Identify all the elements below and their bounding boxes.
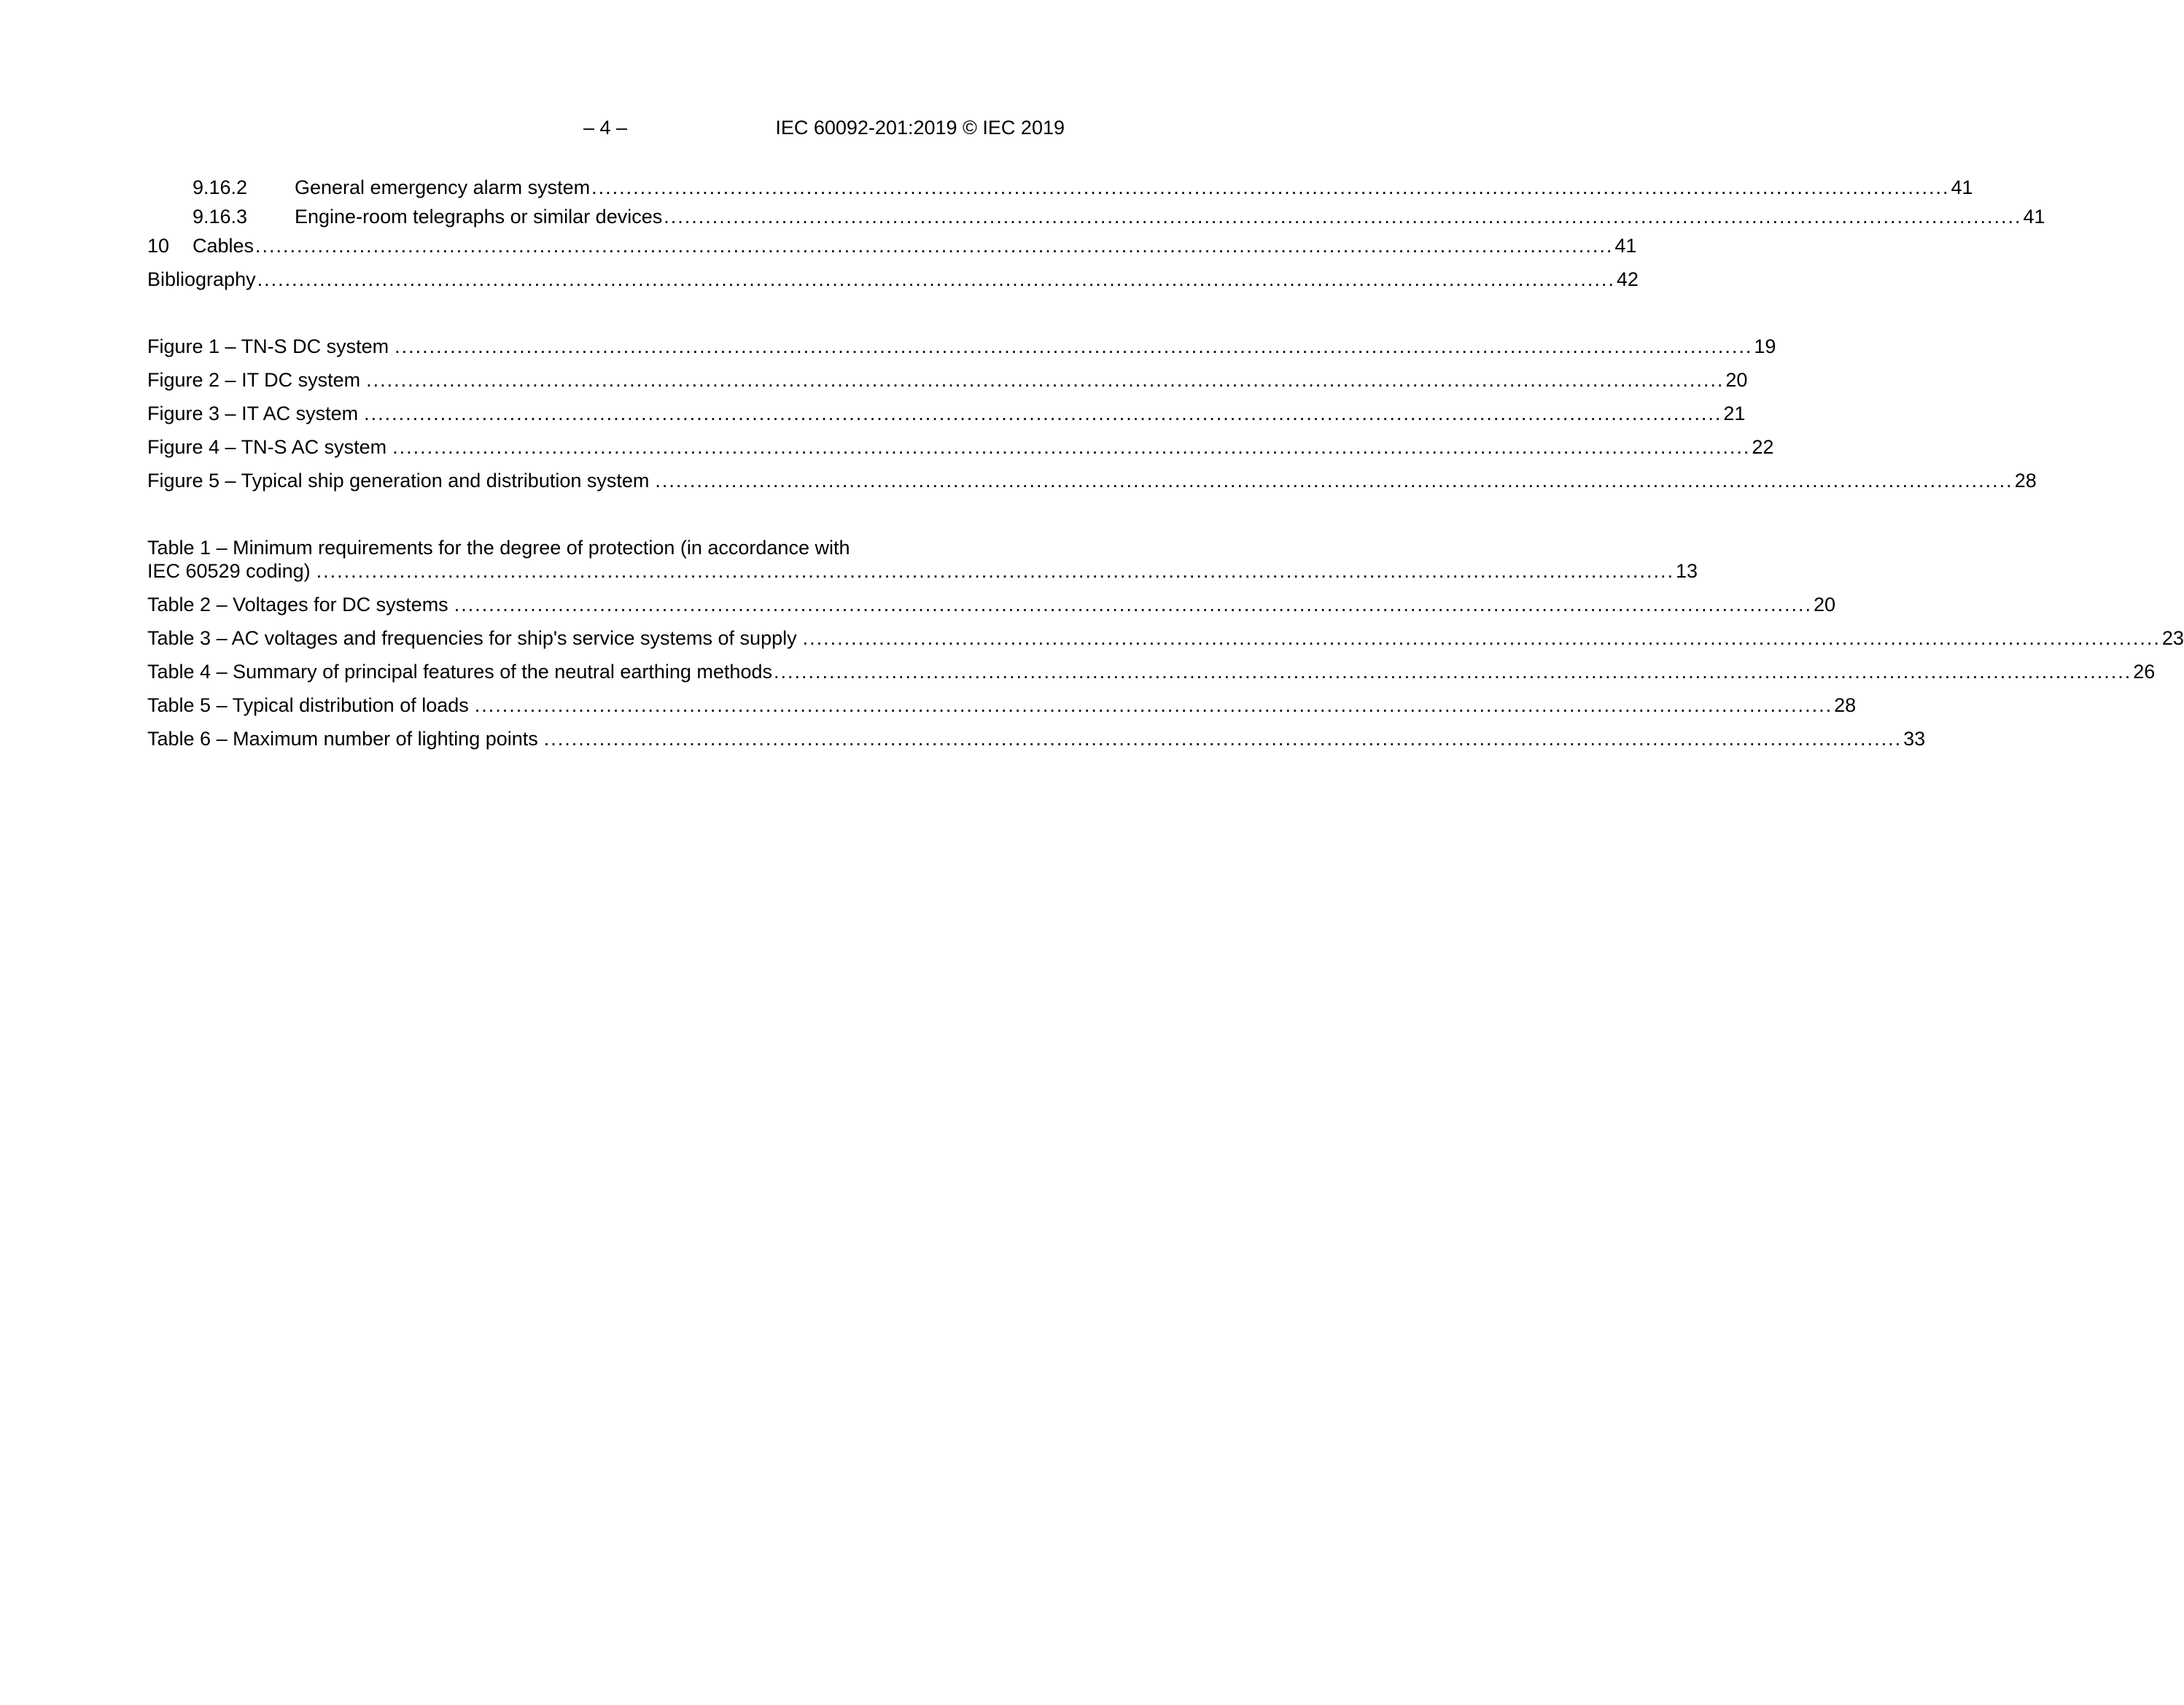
toc-entry-title: Figure 1 – TN-S DC system [147, 335, 389, 357]
toc-entry-title: Table 4 – Summary of principal features of the neutral earthing methods [147, 661, 772, 683]
toc-leader-dots: .................................................................................................................................................................................................... [454, 594, 1812, 615]
toc-entry-number: 9.16.2 [193, 176, 248, 198]
toc-entry-page: 41 [2023, 206, 2045, 228]
toc-entry-page: 19 [1754, 335, 1776, 357]
toc-leader-dots: .................................................................................................................................................................................................... [255, 235, 1614, 257]
toc-leader-dots: .................................................................................................................................................................................................... [474, 694, 1833, 716]
toc-entry-title: Engine-room telegraphs or similar devices [295, 206, 663, 228]
toc-entry-page: 41 [1951, 176, 1973, 198]
toc-entry-9-16-3[interactable] [147, 204, 2045, 229]
toc-entry-number: 9.16.3 [193, 206, 248, 228]
toc-entry-title: Table 2 – Voltages for DC systems [147, 594, 448, 615]
toc-leader-dots: .................................................................................................................................................................................................... [802, 627, 2161, 649]
toc-entry-title: Figure 2 – IT DC system [147, 369, 361, 391]
toc-figure-entry[interactable] [147, 435, 1774, 459]
toc-leader-dots: .................................................................................................................................................................................................... [257, 268, 1615, 290]
toc-entry-title: Table 3 – AC voltages and frequencies for ship's service systems of supply [147, 627, 797, 649]
toc-entry-page: 23 [2161, 627, 2184, 649]
toc-entry-page: 21 [1723, 403, 1746, 424]
toc-figure-entry[interactable] [147, 468, 2037, 493]
toc-entry-page: 22 [1752, 436, 1774, 458]
toc-entry-title: General emergency alarm system [295, 176, 591, 198]
toc-entry-page: 20 [1725, 369, 1748, 391]
toc-entry-page: 28 [1834, 694, 1857, 716]
toc-entry-9-16-2[interactable] [147, 175, 1973, 200]
toc-entry-title: Table 6 – Maximum number of lighting points [147, 728, 538, 750]
toc-entry-title: Figure 4 – TN-S AC system [147, 436, 387, 458]
toc-entry-bibliography[interactable] [147, 267, 1639, 292]
toc-table-entry[interactable] [147, 559, 1698, 583]
page-header [147, 117, 1065, 146]
toc-entry-page: 28 [2014, 470, 2037, 492]
toc-entry-page: 26 [2133, 661, 2156, 683]
toc-entry-title: Bibliography [147, 268, 256, 290]
toc-entry-title: Table 5 – Typical distribution of loads [147, 694, 469, 716]
page-number: – 4 – [583, 117, 628, 139]
toc-leader-dots: .................................................................................................................................................................................................... [395, 335, 1753, 357]
toc-leader-dots: .................................................................................................................................................................................................... [364, 403, 1722, 424]
toc-leader-dots: .................................................................................................................................................................................................... [591, 176, 1950, 198]
toc-table-entry-first-line: Table 1 – Minimum requirements for the degree of protection (in accordance with [147, 537, 850, 559]
toc-leader-dots: .................................................................................................................................................................................................... [773, 661, 2132, 683]
toc-leader-dots: .................................................................................................................................................................................................... [664, 206, 2022, 228]
toc-entry-number: 10 [147, 235, 170, 257]
toc-table-entry[interactable] [147, 726, 1926, 751]
toc-leader-dots: .................................................................................................................................................................................................... [366, 369, 1725, 391]
document-reference: IEC 60092-201:2019 © IEC 2019 [775, 117, 1065, 139]
toc-leader-dots: .................................................................................................................................................................................................... [543, 728, 1903, 750]
toc-entry-page: 41 [1614, 235, 1637, 257]
toc-entry-title: Cables [193, 235, 254, 257]
toc-entry-page: 33 [1903, 728, 1926, 750]
toc-table-entry[interactable] [147, 659, 2156, 684]
toc-figure-entry[interactable] [147, 334, 1776, 359]
toc-table-entry[interactable] [147, 693, 1857, 718]
toc-entry-page: 13 [1675, 560, 1698, 582]
toc-entry-page: 42 [1616, 268, 1639, 290]
toc-figure-entry[interactable] [147, 368, 1748, 392]
toc-entry-title: IEC 60529 coding) [147, 560, 311, 582]
toc-leader-dots: .................................................................................................................................................................................................... [392, 436, 1751, 458]
toc-entry-title: Figure 5 – Typical ship generation and distribution system [147, 470, 650, 492]
toc-entry-title: Figure 3 – IT AC system [147, 403, 359, 424]
toc-leader-dots: .................................................................................................................................................................................................... [316, 560, 1674, 582]
toc-entry-page: 20 [1813, 594, 1836, 615]
toc-leader-dots: .................................................................................................................................................................................................... [655, 470, 2013, 492]
toc-entry-10[interactable] [147, 233, 1637, 258]
toc-figure-entry[interactable] [147, 401, 1746, 426]
toc-table-entry[interactable] [147, 626, 2184, 650]
toc-table-entry[interactable] [147, 592, 1836, 617]
